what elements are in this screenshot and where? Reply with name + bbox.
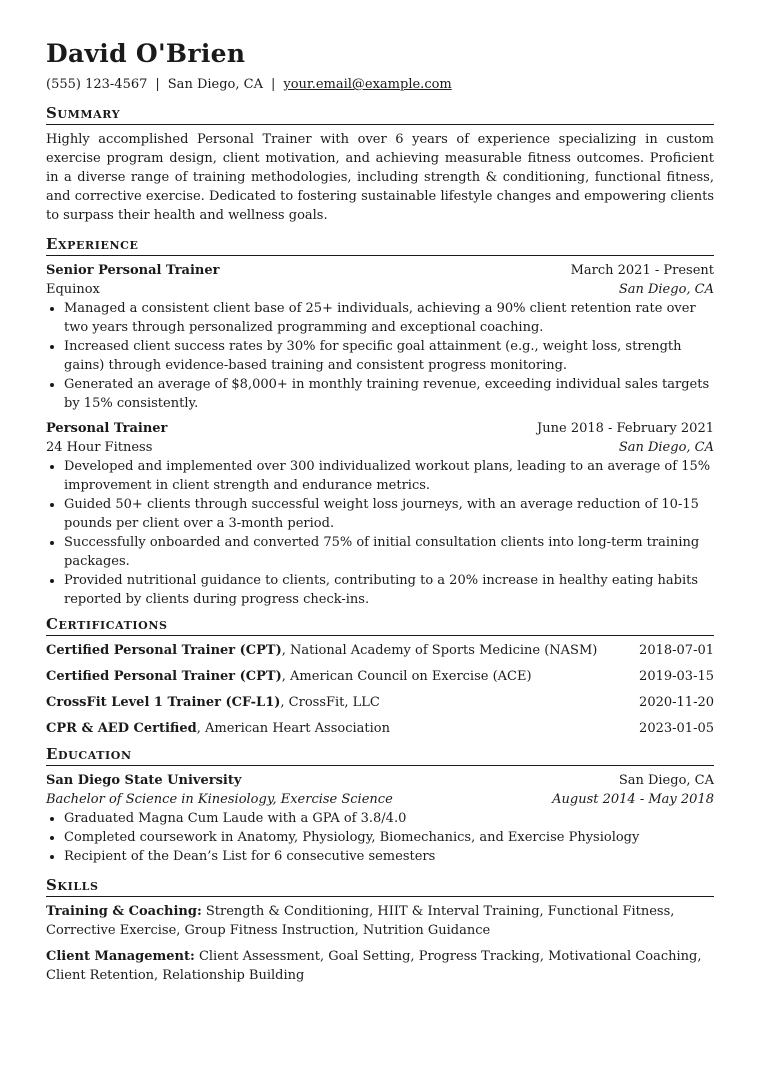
certification-name: Certified Personal Trainer (CPT)	[46, 669, 282, 684]
job-bullets	[46, 299, 714, 413]
education-bullet: • Graduated Magna Cum Laude with a GPA of 3.8/4.0	[64, 809, 714, 828]
certification-issuer: , CrossFit, LLC	[280, 695, 380, 710]
job-dates: March 2021 - Present	[570, 263, 714, 278]
certification-date: 2020-11-20	[639, 695, 714, 710]
certification-issuer: , American Council on Exercise (ACE)	[281, 669, 532, 684]
section-title-experience: Experience	[46, 235, 714, 256]
contact-separator: |	[155, 77, 160, 92]
certification-row	[46, 641, 714, 660]
section-title-education: Education	[46, 745, 714, 766]
education-entry	[46, 771, 714, 866]
skill-label: Client Management:	[46, 949, 195, 964]
school-name: San Diego State University	[46, 773, 242, 788]
certification-name: CrossFit Level 1 Trainer (CF-L1)	[46, 695, 281, 710]
job-dates: June 2018 - February 2021	[537, 421, 714, 436]
skill-text: Strength & Conditioning, HIIT & Interval Training, Functional Fitness, Corrective Exercise, Group Fitness Instruction, Nutrition Guidance	[46, 904, 675, 938]
education-bullet: • Recipient of the Dean’s List for 6 consecutive semesters	[64, 847, 714, 866]
education-bullets	[46, 809, 714, 866]
school-location: San Diego, CA	[618, 773, 714, 788]
job-location: San Diego, CA	[618, 282, 714, 297]
contact-separator: |	[270, 77, 276, 92]
job-entry	[46, 419, 714, 609]
skill-row	[46, 902, 714, 940]
candidate-name: David O'Brien	[46, 39, 246, 68]
education-bullet: • Completed coursework in Anatomy, Physiology, Biomechanics, and Exercise Physiology	[64, 828, 714, 847]
section-title-certifications: Certifications	[46, 615, 714, 636]
resume-page	[46, 38, 714, 992]
summary-text: Highly accomplished Personal Trainer with over 6 years of experience specializing in custom exercise program design, client motivation, and achieving measurable fitness outcomes. Proficient in a diverse range of training methodologies, including strength & conditioning, functional fitness, and corrective exercise. Dedicated to fostering sustainable lifestyle changes and empowering clients to surpass their health and wellness goals.	[46, 132, 714, 223]
certification-name: CPR & AED Certified	[46, 721, 197, 736]
job-role: Personal Trainer	[46, 421, 168, 436]
job-bullet: • Successfully onboarded and converted 75% of initial consultation clients into long-term training packages.	[64, 533, 714, 571]
skill-label: Training & Coaching:	[46, 904, 202, 919]
job-bullets	[46, 457, 714, 609]
certification-date: 2018-07-01	[639, 643, 714, 658]
job-bullet: • Increased client success rates by 30% for specific goal attainment (e.g., weight loss, strength gains) through evidence-based training and consistent progress monitoring.	[64, 337, 714, 375]
certification-row	[46, 667, 714, 686]
job-company: 24 Hour Fitness	[46, 440, 153, 455]
job-bullet: • Provided nutritional guidance to clients, contributing to a 20% increase in healthy eating habits reported by clients during progress check-ins.	[64, 571, 714, 609]
email-link[interactable]: your.email@example.com	[283, 77, 452, 92]
phone-number: (555) 123-4567	[46, 77, 148, 92]
job-role: Senior Personal Trainer	[46, 263, 220, 278]
job-entry	[46, 261, 714, 413]
job-bullet: • Developed and implemented over 300 individualized workout plans, leading to an average of 15% improvement in client strength and endurance metrics.	[64, 457, 714, 495]
skill-row	[46, 947, 714, 985]
section-title-skills: Skills	[46, 876, 714, 897]
section-title-summary: Summary	[46, 104, 714, 125]
job-bullet: • Managed a consistent client base of 25+ individuals, achieving a 90% client retention rate over two years through personalized programming and exceptional coaching.	[64, 299, 714, 337]
job-location: San Diego, CA	[618, 440, 714, 455]
certification-issuer: , National Academy of Sports Medicine (NASM)	[281, 643, 598, 658]
certification-row	[46, 719, 714, 738]
contact-line	[46, 76, 714, 94]
skill-text: Client Assessment, Goal Setting, Progress Tracking, Motivational Coaching, Client Retention, Relationship Building	[46, 949, 702, 983]
location: San Diego, CA	[167, 77, 263, 92]
degree: Bachelor of Science in Kinesiology, Exercise Science	[46, 792, 393, 807]
job-bullet: • Guided 50+ clients through successful weight loss journeys, with an average reduction of 10-15 pounds per client over a 3-month period.	[64, 495, 714, 533]
certification-name: Certified Personal Trainer (CPT)	[46, 643, 282, 658]
certifications-list	[46, 641, 714, 738]
certification-row	[46, 693, 714, 712]
certification-date: 2019-03-15	[639, 669, 714, 684]
education-dates: August 2014 - May 2018	[552, 792, 714, 807]
job-bullet: • Generated an average of $8,000+ in monthly training revenue, exceeding individual sales targets by 15% consistently.	[64, 375, 714, 413]
certification-date: 2023-01-05	[639, 721, 714, 736]
certification-issuer: , American Heart Association	[196, 721, 390, 736]
job-company: Equinox	[46, 282, 100, 297]
